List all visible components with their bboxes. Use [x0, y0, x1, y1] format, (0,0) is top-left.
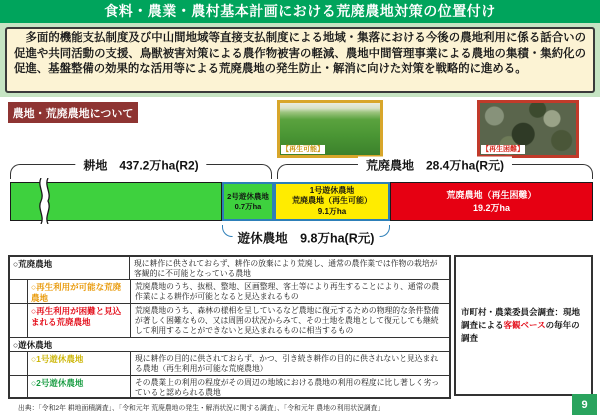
page-number: 9 [572, 394, 597, 415]
segment-value: 19.2万ha [472, 202, 511, 213]
table-row [10, 376, 449, 397]
section-badge: 農地・荒廃農地について [8, 102, 138, 123]
bar-segment-idle-no1 [274, 182, 390, 221]
table-row [10, 352, 449, 376]
bracket-devastated-label: 荒廃農地 28.4万ha(R元) [358, 157, 512, 174]
segment-label: 荒廃農地（再生困難） [446, 189, 537, 200]
photo-difficult-label: 【再生困難】 [482, 146, 524, 153]
bracket-idle-land [222, 225, 390, 246]
summary-box [5, 27, 595, 93]
segment-label: 1号遊休農地 [309, 185, 355, 195]
axis-break-mark [36, 178, 52, 224]
row-indent [10, 352, 28, 375]
row-label-recoverable: ○再生利用が可能な荒廃農地 [28, 280, 131, 303]
row-label-no1: ○1号遊休農地 [28, 352, 131, 375]
survey-note-text [461, 306, 586, 346]
survey-note-part2: の毎年の調査 [461, 319, 580, 344]
row-indent [10, 280, 28, 303]
row-desc: その農業上の利用の程度がその周辺の地域における農地の利用の程度に比し著しく劣っていると認められる農地 [135, 378, 440, 397]
photo-recoverable-label: 【再生可能】 [282, 146, 324, 153]
row-label-kohai: ○荒廃農地 [10, 257, 130, 279]
row-desc: 現に耕作の目的に供されておらず、かつ、引き続き耕作の目的に供されないと見込まれる農地（再生利用が可能な荒廃農地） [135, 354, 439, 374]
survey-note-highlight: 客観ベース [503, 319, 546, 330]
table-row [10, 338, 449, 352]
table-row [10, 280, 449, 304]
source-note: 出典：「令和2年 耕地面積調査」、「令和元年 荒廃農地の発生・解消状況に関する調査」、「令和元年 農地の利用状況調査」 [18, 405, 385, 412]
bracket-devastated-land [277, 158, 593, 179]
segment-sublabel: 荒廃農地（再生可能） [292, 196, 372, 206]
row-desc: 現に耕作に供されておらず、耕作の放棄により荒廃し、通常の農作業では作物の栽培が客観的に不可能となっている農地 [134, 259, 438, 279]
segment-value: 0.7万ha [234, 201, 262, 211]
table-row [10, 257, 449, 280]
survey-note [454, 255, 593, 396]
photo-recoverable-farmland [277, 100, 383, 158]
definition-table [8, 255, 451, 399]
row-indent [10, 376, 28, 397]
table-row [10, 304, 449, 338]
bar-segment-idle-no2 [222, 182, 274, 221]
row-label-no2: ○2号遊休農地 [28, 376, 131, 397]
bracket-idle-label: 遊休農地 9.8万ha(R元) [233, 228, 380, 246]
page-title: 食料・農業・農村基本計画における荒廃農地対策の位置付け [0, 0, 600, 23]
row-desc: 荒廃農地のうち、森林の様相を呈しているなど農地に復元するための物理的な条件整備が著しく困難なもの、又は周囲の状況からみて、その土地を農地として復元しても継続して利用することができないと見込まれるものに相当するもの [135, 306, 440, 336]
row-label-yukyu: ○遊休農地 [13, 340, 53, 350]
bracket-cultivated-land [10, 158, 272, 179]
row-desc: 荒廃農地のうち、抜根、整地、区画整理、客土等により再生することにより、通常の農作業による耕作が可能となると見込まれるもの [135, 282, 440, 302]
summary-text: 多面的機能支払制度及び中山間地域等直接支払制度による地域・集落における今後の農地利用に係る話合いの促進や共同活動の支援、鳥獣被害対策による農作物被害の軽減、農地中間管理事業による農地の集積・集約化の促進、基盤整備の効果的な活用等による荒廃農地の発生防止・解消に向けた対策を戦略的に進める。 [14, 32, 586, 76]
row-indent [10, 304, 28, 337]
survey-note-part1: 市町村・農業委員会調査：現地調査による [461, 306, 581, 330]
bracket-cultivated-label: 耕地 437.2万ha(R2) [75, 157, 206, 174]
segment-label: 2号遊休農地 [227, 192, 269, 202]
segment-value: 9.1万ha [317, 206, 347, 216]
photo-difficult-farmland [477, 100, 579, 158]
bar-segment-difficult [390, 182, 593, 221]
row-label-difficult: ○再生利用が困難と見込まれる荒廃農地 [28, 304, 131, 337]
